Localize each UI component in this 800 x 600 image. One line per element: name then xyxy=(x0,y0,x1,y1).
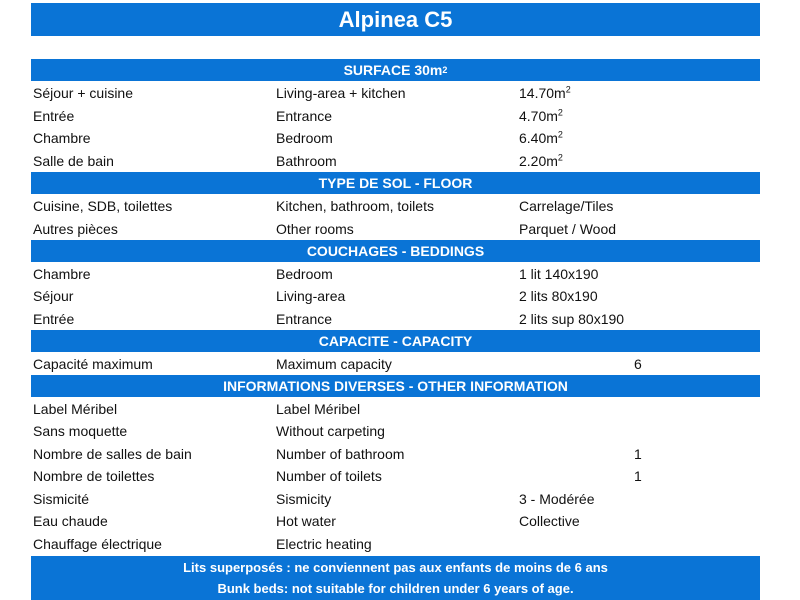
table-row xyxy=(31,353,760,376)
label-en: Without carpeting xyxy=(276,423,385,440)
footer-warning-en: Bunk beds: not suitable for children under 6 years of age. xyxy=(217,581,574,596)
label-en: Bedroom xyxy=(276,130,333,147)
label-en: Sismicity xyxy=(276,490,332,507)
label-fr: Sismicité xyxy=(33,490,90,507)
value: $6.40m^2$ xyxy=(519,129,563,147)
value: 3 - Modérée xyxy=(519,490,595,507)
label-fr: Sans moquette xyxy=(33,423,128,440)
table-row xyxy=(31,510,760,533)
value: $4.70m^2$ xyxy=(519,107,563,124)
label-fr: Cuisine, SDB, toilettes xyxy=(33,198,173,215)
table-row xyxy=(31,150,760,173)
value: 6 xyxy=(634,355,642,372)
table-row xyxy=(31,533,760,556)
label-en: Bedroom xyxy=(276,265,333,282)
table-row xyxy=(31,263,760,286)
table-row xyxy=(31,420,760,443)
table-row xyxy=(31,105,760,128)
label-en: Maximum capacity xyxy=(276,355,392,372)
value: $14.70m^2$ xyxy=(519,84,571,102)
section-heading-capacity: CAPACITE - CAPACITY xyxy=(31,330,760,352)
footer-warning-fr: Lits superposés : ne conviennent pas aux enfants de moins de 6 ans xyxy=(183,560,608,575)
value: 1 xyxy=(634,468,642,485)
table-row xyxy=(31,218,760,241)
label-en: Entrance xyxy=(276,310,333,327)
value: 1 lit 140x190 xyxy=(519,265,599,282)
label-fr: Autres pièces xyxy=(33,220,118,237)
value: Parquet / Wood xyxy=(519,220,617,237)
table-row xyxy=(31,443,760,466)
label-fr: Salle de bain xyxy=(33,152,114,169)
label-en: Other rooms xyxy=(276,220,354,237)
label-en: Entrance xyxy=(276,107,333,124)
label-en: Number of bathroom xyxy=(276,445,405,462)
label-en: Kitchen, bathroom, toilets xyxy=(276,198,434,215)
table-row xyxy=(31,127,760,150)
label-fr: Nombre de toilettes xyxy=(33,468,155,485)
value: 2 lits 80x190 xyxy=(519,288,598,305)
label-fr: Chauffage électrique xyxy=(33,535,162,552)
label-fr: Label Méribel xyxy=(33,400,118,417)
section-heading-floor: TYPE DE SOL - FLOOR xyxy=(31,172,760,194)
section-heading-surface: SURFACE 30m 2 xyxy=(31,59,760,81)
footer-warning xyxy=(31,556,760,600)
section-heading-other: INFORMATIONS DIVERSES - OTHER INFORMATION xyxy=(31,375,760,397)
table-row xyxy=(31,488,760,511)
label-en: Living-area xyxy=(276,288,346,305)
value: Collective xyxy=(519,513,580,530)
label-fr: Capacité maximum xyxy=(33,355,153,372)
section-heading-beddings: COUCHAGES - BEDDINGS xyxy=(31,240,760,262)
value: $2.20m^2$ xyxy=(519,152,563,169)
label-en: Electric heating xyxy=(276,535,372,552)
table-row xyxy=(31,285,760,308)
value: 1 xyxy=(634,445,642,462)
value: 2 lits sup 80x190 xyxy=(519,310,625,327)
label-en: Bathroom xyxy=(276,152,337,169)
label-fr: Entrée xyxy=(33,107,75,124)
label-fr: Séjour + cuisine xyxy=(33,85,134,102)
label-en: Number of toilets xyxy=(276,468,382,485)
label-fr: Nombre de salles de bain xyxy=(33,445,192,462)
label-fr: Chambre xyxy=(33,265,91,282)
value: Carrelage/Tiles xyxy=(519,198,614,215)
label-en: Hot water xyxy=(276,513,336,530)
table-row xyxy=(31,308,760,331)
label-fr: Séjour xyxy=(33,288,74,305)
label-en: Label Méribel xyxy=(276,400,361,417)
label-fr: Eau chaude xyxy=(33,513,108,530)
label-fr: Entrée xyxy=(33,310,75,327)
page-title: Alpinea C5 xyxy=(31,3,760,36)
table-row xyxy=(31,82,760,105)
label-fr: Chambre xyxy=(33,130,91,147)
table-row xyxy=(31,465,760,488)
label-en: Living-area + kitchen xyxy=(276,85,406,102)
table-row xyxy=(31,195,760,218)
table-row xyxy=(31,398,760,421)
